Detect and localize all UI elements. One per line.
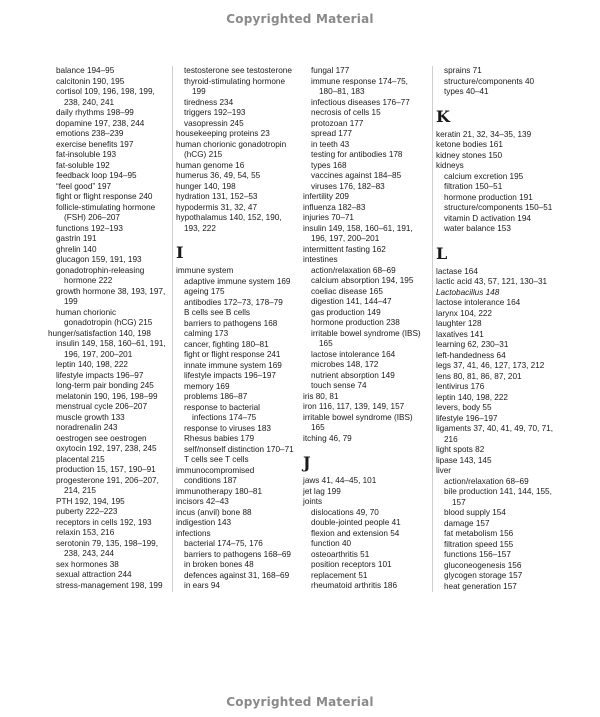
index-entry: microbes 148, 172 — [311, 360, 379, 369]
index-entry: intermittent fasting 162 — [303, 244, 386, 254]
section-letter: J — [303, 453, 311, 472]
index-entry: balance 194–95 — [56, 66, 115, 75]
index-entry: coeliac disease 165 — [311, 286, 383, 296]
index-entry: puberty 222–223 — [56, 507, 118, 516]
index-entry: incisors 42–43 — [176, 497, 229, 506]
index-entry: hunger 140, 198 — [176, 181, 236, 191]
index-entry: ketone bodies 161 — [436, 140, 503, 149]
index-column-1 — [48, 66, 174, 591]
index-entry: hypodermis 31, 32, 47 — [176, 202, 258, 212]
index-entry: 199 — [192, 87, 206, 96]
index-entry: itching 46, 79 — [303, 433, 352, 443]
index-entry: menstrual cycle 206–207 — [56, 402, 148, 411]
index-entry: types 40–41 — [444, 87, 489, 96]
index-entry: protozoan 177 — [311, 118, 364, 128]
index-entry: placental 215 — [56, 454, 105, 464]
index-entry: Lactobacillus 148 — [436, 287, 500, 297]
index-entry: noradrenalin 243 — [56, 423, 118, 432]
index-entry: dopamine 197, 238, 244 — [56, 118, 145, 128]
index-entry: in broken bones 48 — [184, 560, 254, 569]
index-entry: osteoarthritis 51 — [311, 549, 370, 559]
index-entry: jaws 41, 44–45, 101 — [303, 476, 377, 485]
index-entry: structure/components 150–51 — [444, 203, 553, 212]
index-entry: 238, 243, 244 — [64, 549, 115, 558]
index-entry: glucagon 159, 191, 193 — [56, 255, 142, 264]
index-entry: influenza 182–83 — [303, 202, 366, 212]
index-entry: functions 192–193 — [56, 223, 123, 233]
index-entry: spread 177 — [311, 129, 352, 138]
index-entry: (FSH) 206–207 — [64, 213, 120, 222]
index-entry: Rhesus babies 179 — [184, 434, 255, 443]
index-entry: fat-insoluble 193 — [56, 150, 117, 159]
index-entry: laxatives 141 — [436, 329, 484, 339]
index-entry: defences against 31, 168–69 — [184, 570, 290, 580]
index-entry: memory 169 — [184, 381, 230, 391]
index-entry: lactic acid 43, 57, 121, 130–31 — [436, 277, 548, 286]
index-entry: bile production 141, 144, 155, — [444, 487, 552, 496]
index-entry: 214, 215 — [64, 486, 96, 495]
index-entry: calcium excretion 195 — [444, 171, 524, 181]
index-entry: fight or flight response 240 — [56, 192, 153, 201]
index-entry: adaptive immune system 169 — [184, 276, 291, 286]
index-entry: 238, 240, 241 — [64, 97, 115, 107]
index-entry: progesterone 191, 206–207, — [56, 475, 159, 485]
index-entry: ghrelin 140 — [56, 244, 97, 254]
index-entry: lens 80, 81, 86, 87, 201 — [436, 371, 522, 381]
index-entry: jet lag 199 — [303, 486, 341, 496]
index-entry: bacterial 174–75, 176 — [184, 539, 263, 548]
index-entry: hormone production 238 — [311, 318, 400, 327]
index-entry: 196, 197, 200–201 — [64, 349, 133, 359]
index-entry: larynx 104, 222 — [436, 308, 492, 318]
copyright-footer: Copyrighted Material — [226, 695, 374, 709]
index-entry: PTH 192, 194, 195 — [56, 496, 125, 506]
index-entry: human chorionic — [56, 307, 117, 317]
index-entry: exercise benefits 197 — [56, 139, 134, 149]
index-entry: indigestion 143 — [176, 518, 232, 527]
index-entry: replacement 51 — [311, 570, 368, 580]
index-entry: water balance 153 — [444, 224, 511, 233]
index-entry: 157 — [452, 497, 466, 507]
index-entry: filtration 150–51 — [444, 182, 503, 191]
index-entry: (hCG) 215 — [184, 150, 223, 159]
index-entry: action/relaxation 68–69 — [444, 476, 529, 486]
index-entry: self/nonself distinction 170–71 — [184, 444, 294, 454]
index-entry: position receptors 101 — [311, 560, 392, 569]
index-entry: fat metabolism 156 — [444, 529, 514, 538]
index-entry: melatonin 190, 196, 198–99 — [56, 391, 158, 401]
index-entry: necrosis of cells 15 — [311, 108, 381, 117]
index-entry: B cells see B cells — [184, 308, 250, 317]
index-entry: fat-soluble 192 — [56, 160, 110, 170]
index-entry: sprains 71 — [444, 66, 482, 75]
index-entry: 193, 222 — [184, 223, 216, 233]
index-entry: insulin 149, 158, 160–61, 191, — [56, 339, 166, 348]
index-entry: vitamin D activation 194 — [444, 213, 531, 223]
index-entry: conditions 187 — [184, 476, 237, 485]
index-entry: infertility 209 — [303, 192, 349, 201]
index-entry: barriers to pathogens 168 — [184, 318, 278, 328]
index-entry: lifestyle impacts 196–97 — [56, 370, 144, 380]
index-entry: glycogen storage 157 — [444, 571, 523, 580]
index-entry: emotions 238–239 — [56, 129, 124, 138]
index-entry: kidneys — [436, 161, 464, 170]
index-entry: 165 — [319, 339, 333, 348]
index-entry: vaccines against 184–85 — [311, 171, 402, 180]
index-entry: testing for antibodies 178 — [311, 150, 403, 159]
index-entry: 165 — [311, 423, 325, 432]
index-column-4 — [432, 66, 559, 592]
index-entry: oestrogen see oestrogen — [56, 433, 147, 443]
index-entry: barriers to pathogens 168–69 — [184, 549, 291, 559]
index-entry: lactose intolerance 164 — [436, 298, 521, 307]
index-entry: flexion and extension 54 — [311, 528, 400, 538]
index-entry: stress-management 198, 199 — [56, 580, 163, 590]
index-entry: gastrin 191 — [56, 234, 97, 243]
section-letter: I — [176, 243, 184, 262]
index-entry: kidney stones 150 — [436, 150, 502, 160]
index-entry: feedback loop 194–95 — [56, 171, 137, 180]
index-entry: human chorionic gonadotropin — [176, 139, 287, 149]
index-entry: housekeeping proteins 23 — [176, 129, 270, 138]
index-entry: sexual attraction 244 — [56, 570, 132, 579]
index-entry: double-jointed people 41 — [311, 518, 401, 527]
index-entry: hypothalamus 140, 152, 190, — [176, 213, 282, 222]
index-entry: keratin 21, 32, 34–35, 139 — [436, 129, 532, 139]
index-entry: response to viruses 183 — [184, 423, 271, 433]
index-entry: irritable bowel syndrome (IBS) — [303, 412, 413, 422]
index-entry: hydration 131, 152–53 — [176, 192, 258, 201]
index-entry: receptors in cells 192, 193 — [56, 517, 152, 527]
index-entry: liver — [436, 466, 452, 475]
index-entry: response to bacterial — [184, 402, 261, 412]
index-entry: function 40 — [311, 539, 352, 548]
index-entry: 196, 197, 200–201 — [311, 234, 380, 243]
index-entry: muscle growth 133 — [56, 412, 125, 422]
index-entry: lactose intolerance 164 — [311, 349, 396, 359]
index-entry: nutrient absorption 149 — [311, 370, 395, 380]
index-entry: lentivirus 176 — [436, 382, 485, 391]
index-entry: follicle-stimulating hormone — [56, 202, 156, 212]
index-entry: sex hormones 38 — [56, 559, 119, 569]
index-entry: structure/components 40 — [444, 76, 535, 86]
index-entry: fungal 177 — [311, 66, 350, 75]
index-entry: light spots 82 — [436, 445, 485, 454]
index-entry: human genome 16 — [176, 160, 245, 170]
index-entry: relaxin 153, 216 — [56, 528, 115, 537]
index-entry: touch sense 74 — [311, 381, 367, 390]
index-entry: production 15, 157, 190–91 — [56, 465, 156, 474]
index-entry: intestines — [303, 255, 338, 264]
index-entry: oxytocin 192, 197, 238, 245 — [56, 444, 157, 453]
index-entry: irritable bowel syndrome (IBS) — [311, 328, 421, 338]
index-entry: iris 80, 81 — [303, 391, 339, 401]
index-entry: digestion 141, 144–47 — [311, 297, 392, 306]
index-entry: problems 186–87 — [184, 392, 248, 401]
index-entry: joints — [303, 497, 323, 506]
index-entry: heat generation 157 — [444, 581, 517, 591]
index-entry: calming 173 — [184, 329, 229, 338]
copyright-header: Copyrighted Material — [226, 12, 374, 26]
index-entry: T cells see T cells — [184, 455, 249, 464]
index-entry: in ears 94 — [184, 581, 220, 590]
index-entry: learning 62, 230–31 — [436, 340, 509, 349]
index-entry: antibodies 172–73, 178–79 — [184, 297, 283, 307]
index-entry: laughter 128 — [436, 319, 482, 328]
index-entry: insulin 149, 158, 160–61, 191, — [303, 223, 413, 233]
index-entry: 180–81, 183 — [319, 87, 365, 96]
index-entry: tiredness 234 — [184, 97, 234, 107]
index-entry: immune response 174–75, — [311, 76, 408, 86]
index-entry: in teeth 43 — [311, 139, 350, 149]
index-entry: fight or flight response 241 — [184, 350, 281, 359]
index-entry: iron 116, 117, 139, 149, 157 — [303, 402, 405, 411]
index-column-2 — [172, 66, 299, 592]
index-entry: damage 157 — [444, 518, 490, 528]
index-entry: gonadotrophin-releasing — [56, 265, 145, 275]
index-entry: lactase 164 — [436, 266, 478, 276]
index-entry: leptin 140, 198, 222 — [56, 360, 128, 369]
index-entry: viruses 176, 182–83 — [311, 181, 385, 191]
index-entry: injuries 70–71 — [303, 213, 354, 222]
index-entry: thyroid-stimulating hormone — [184, 76, 286, 86]
index-entry: lifestyle impacts 196–197 — [184, 371, 276, 380]
index-entry: functions 156–157 — [444, 550, 511, 559]
index-entry: triggers 192–193 — [184, 108, 246, 117]
index-entry: testosterone see testosterone — [184, 66, 292, 75]
index-entry: calcium absorption 194, 195 — [311, 276, 414, 285]
index-entry: levers, body 55 — [436, 403, 492, 412]
index-entry: gonadotropin (hCG) 215 — [64, 318, 153, 327]
index-entry: ageing 175 — [184, 287, 225, 296]
index-entry: incus (anvil) bone 88 — [176, 507, 252, 517]
index-entry: lipase 143, 145 — [436, 455, 492, 465]
index-entry: leptin 140, 198, 222 — [436, 392, 508, 402]
index-entry: lifestyle 196–197 — [436, 413, 498, 423]
index-entry: ligaments 37, 40, 41, 49, 70, 71, — [436, 424, 553, 433]
index-entry: humerus 36, 49, 54, 55 — [176, 171, 261, 180]
index-entry: long-term pair bonding 245 — [56, 381, 154, 390]
index-entry: hormone production 191 — [444, 192, 533, 202]
index-entry: calcitonin 190, 195 — [56, 76, 125, 86]
index-entry: infections 174–75 — [192, 413, 257, 422]
index-entry: serotonin 79, 135, 198–199, — [56, 538, 158, 548]
index-entry: vasopressin 245 — [184, 118, 244, 128]
index-entry: hormone 222 — [64, 276, 113, 285]
index-entry: gas production 149 — [311, 307, 381, 317]
index-entry: infections — [176, 528, 211, 538]
index-entry: “feel good” 197 — [56, 181, 112, 191]
index-entry: filtration speed 155 — [444, 539, 514, 549]
index-entry: daily rhythms 198–99 — [56, 108, 134, 117]
index-entry: cancer, fighting 180–81 — [184, 339, 269, 349]
index-entry: 216 — [444, 434, 458, 444]
index-entry: left-handedness 64 — [436, 350, 506, 360]
section-letter: L — [436, 243, 448, 263]
index-entry: immune system — [176, 266, 234, 275]
index-entry: hunger/satisfaction 140, 198 — [48, 328, 151, 338]
index-entry: growth hormone 38, 193, 197, — [56, 286, 166, 296]
index-entry: innate immune system 169 — [184, 360, 282, 370]
index-column-3 — [303, 66, 429, 592]
section-letter: K — [436, 106, 450, 126]
index-entry: gluconeogenesis 156 — [444, 560, 522, 570]
index-entry: action/relaxation 68–69 — [311, 265, 396, 275]
index-entry: dislocations 49, 70 — [311, 507, 379, 517]
index-entry: cortisol 109, 196, 198, 199, — [56, 87, 155, 96]
index-entry: immunotherapy 180–81 — [176, 486, 263, 496]
index-entry: 199 — [64, 297, 78, 306]
index-entry: rheumatoid arthritis 186 — [311, 581, 398, 590]
index-entry: infectious diseases 176–77 — [311, 97, 410, 107]
index-entry: legs 37, 41, 46, 127, 173, 212 — [436, 361, 545, 370]
index-entry: immunocompromised — [176, 465, 255, 475]
index-entry: types 168 — [311, 160, 347, 170]
index-entry: blood supply 154 — [444, 508, 506, 517]
